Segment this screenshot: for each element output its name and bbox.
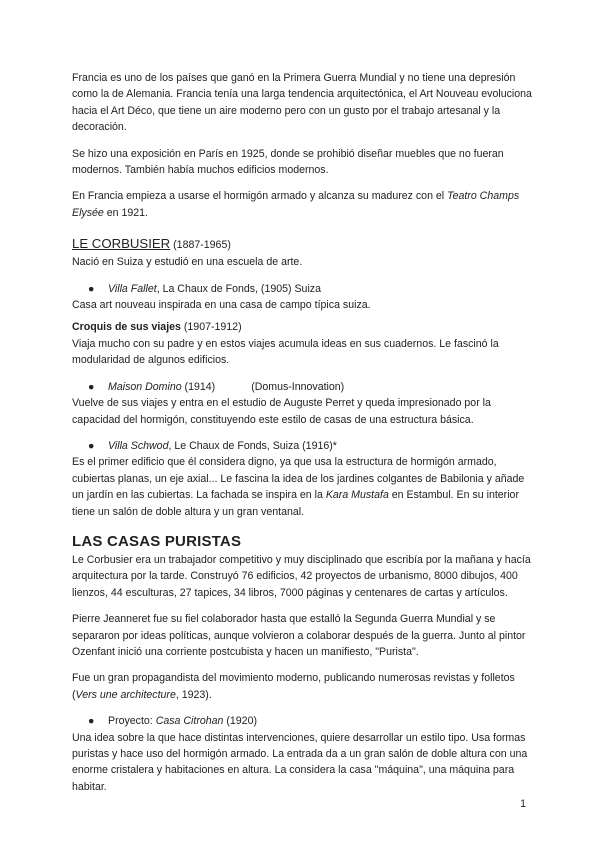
paragraph-villa-fallet: Casa art nouveau inspirada en una casa de campo típica suiza. (72, 299, 371, 312)
paragraph-trabajador: Le Corbusier era un trabajador competitivo y muy disciplinado que escribía por la mañana y hacía arquitectura por la tarde. Construyó 76 edificios, 42 proyectos de urbanismo, 8000 dibujos, 400 lienzos, 44 esculturas, 27 tapices, 34 libros, 7000 páginas y centenares de cartas y artículos. (72, 553, 531, 599)
list-item-villa-fallet (72, 281, 538, 297)
text: , La Chaux de Fonds, (1905) Suiza (156, 282, 321, 295)
paragraph-hormigon (72, 188, 538, 221)
text: en Estambul. En su interior tiene un salón de doble altura y un gran ventanal. (72, 489, 519, 518)
bullet-icon: ● (88, 439, 95, 452)
text: en 1921. (103, 206, 148, 219)
page-number: 1 (520, 798, 526, 810)
text: En Francia empieza a usarse el hormigón armado y alcanza su madurez con el (72, 190, 448, 203)
heading-le-corbusier (72, 235, 538, 254)
text: Fue un gran propagandista del movimiento moderno, publicando numerosas revistas y folletos ( (72, 672, 515, 701)
paragraph-jeanneret: Pierre Jeanneret fue su fiel colaborador hasta que estalló la Segunda Guerra Mundial y se separaron por ideas políticas, aunque volvieron a colaborar después de la guerra. Junto al pintor Ozenfant inició una corriente postcubista y hacen un manifiesto, "Purista". (72, 613, 526, 658)
paragraph-exposicion: Se hizo una exposición en París en 1925, donde se prohibió diseñar muebles que no fueran modernos. También había muchos edificios modernos. (72, 147, 504, 177)
text: , 1923). (175, 688, 212, 701)
text: (1914) (181, 380, 216, 393)
italic-text: Casa Citrohan (155, 715, 224, 728)
text: Proyecto: (108, 715, 156, 728)
text: Es el primer edificio que él considera digno, ya que usa la estructura de hormigón armado, cubiertas planas, un eje axial... Le fascina la idea de los jardines colgantes de Babilonia y añade un jardín en las cubiertas. La fachada se inspira en la (72, 456, 525, 502)
italic-text: Maison Domino (108, 380, 182, 393)
heading-title: LE CORBUSIER (72, 236, 171, 252)
text: (Domus-Innovation) (251, 380, 345, 393)
paragraph-villa-schwod (72, 454, 538, 520)
italic-text: Teatro Champs Elysée (72, 190, 520, 219)
text: (1920) (223, 715, 257, 728)
bullet-icon: ● (88, 715, 95, 728)
bullet-icon: ● (88, 282, 95, 295)
heading-title: Croquis de sus viajes (72, 321, 181, 334)
heading-croquis (72, 319, 538, 335)
bullet-icon: ● (88, 380, 95, 393)
text: , Le Chaux de Fonds, Suiza (1916)* (168, 439, 337, 452)
paragraph-propagandista (72, 670, 538, 703)
heading-dates: (1907-1912) (180, 321, 242, 334)
heading-dates: (1887-1965) (170, 239, 231, 252)
paragraph-maison-domino: Vuelve de sus viajes y entra en el estudio de Auguste Perret y queda impresionado por la capacidad del hormigón, constituyendo este estilo de casas de una estructura básica. (72, 397, 491, 426)
paragraph-intro: Nació en Suiza y estudió en una escuela de arte. (72, 256, 303, 269)
italic-text: Villa Fallet (108, 282, 157, 295)
document-page (72, 70, 538, 795)
heading-casas-puristas: LAS CASAS PURISTAS (72, 532, 242, 550)
paragraph-casa-citrohan: Una idea sobre la que hace distintas intervenciones, quiere desarrollar un estilo tipo. Usa formas puristas y hace uso del hormigón armado. La entrada da a un gran salón de doble altura con una enorme cristalera y habitaciones en altura. La considera la casa "máquina", una máquina para habitar. (72, 731, 528, 793)
list-item-casa-citrohan (72, 713, 538, 729)
paragraph-croquis: Viaja mucho con su padre y en estos viajes acumula ideas en sus cuadernos. Le fascinó la modularidad de algunos edificios. (72, 337, 499, 367)
list-item-villa-schwod (72, 438, 538, 454)
paragraph-francia: Francia es uno de los países que ganó en la Primera Guerra Mundial y no tiene una depresión como la de Alemania. Francia tenía una larga tendencia arquitectónica, el Art Nouveau evoluciona hacia el Art Déco, que tiene un aire moderno pero con un gusto por el trabajo artesanal y la decoración. (72, 72, 532, 134)
italic-text: Villa Schwod (108, 439, 169, 452)
list-item-maison-domino (72, 379, 538, 395)
italic-text: Vers une architecture (75, 688, 176, 701)
italic-text: Kara Mustafa (325, 489, 389, 502)
